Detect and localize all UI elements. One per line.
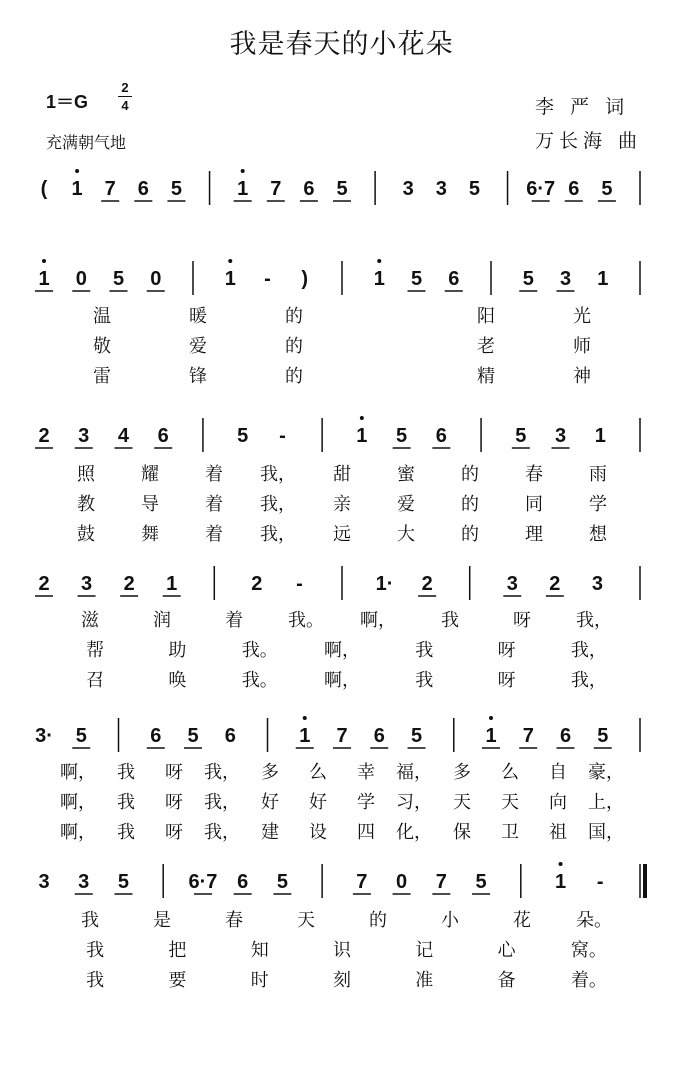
- lyric-syllable: 敬: [93, 336, 111, 357]
- lyric-syllable: 我，: [260, 464, 296, 485]
- octave-dot: [303, 716, 307, 720]
- lyric-syllable: 我，: [260, 494, 296, 515]
- lyric-syllable: 我: [86, 940, 105, 961]
- lyric-syllable: 建: [261, 822, 279, 843]
- note: -: [596, 871, 604, 893]
- lyric-syllable: 我，: [204, 822, 240, 843]
- lyric-syllable: 啊，: [360, 610, 396, 631]
- note: 1: [594, 425, 606, 447]
- lyric-syllable: 我，: [570, 640, 607, 661]
- note: 7: [522, 725, 534, 747]
- note: 5: [112, 268, 125, 290]
- note: 2: [549, 573, 561, 595]
- note: 6·7: [188, 871, 218, 893]
- lyric-syllable: 备: [497, 970, 516, 991]
- lyric-syllable: 照: [77, 464, 95, 485]
- lyric-syllable: 着: [205, 464, 223, 485]
- note: 3: [435, 178, 447, 200]
- lyric-syllable: 豪，: [588, 762, 624, 783]
- note: 5: [336, 178, 348, 200]
- note: 5: [170, 178, 183, 200]
- lyric-syllable: 春: [225, 910, 243, 931]
- lyric-syllable: 的: [461, 464, 479, 485]
- note: 5: [597, 725, 609, 747]
- lyric-syllable: 要: [168, 970, 187, 991]
- lyric-syllable: 阳: [477, 306, 495, 327]
- lyric-syllable: 啊，: [60, 792, 96, 813]
- lyric-syllable: 呀: [165, 792, 183, 813]
- lyric-syllable: 记: [415, 940, 434, 961]
- lyric-syllable: 精: [477, 366, 495, 387]
- lyric-syllable: 我: [117, 792, 135, 813]
- lyric-syllable: 耀: [141, 464, 159, 485]
- note: 3: [78, 425, 90, 447]
- lyric-syllable: 习，: [396, 792, 432, 813]
- lyric-syllable: 我: [117, 762, 135, 783]
- note: 1: [224, 268, 236, 290]
- lyric-syllable: 锋: [189, 366, 207, 387]
- lyric-syllable: 四: [357, 822, 375, 843]
- note: -: [279, 425, 286, 447]
- lyric-syllable: 的: [285, 306, 303, 327]
- key-signature: 1＝G: [46, 92, 89, 112]
- lyric-syllable: 的: [285, 366, 303, 387]
- note: 3: [81, 573, 93, 595]
- octave-dot: [489, 716, 493, 720]
- lyric-syllable: 我，: [260, 524, 296, 545]
- note: 5: [276, 871, 288, 893]
- lyric-syllable: 老: [477, 336, 495, 357]
- lyric-syllable: 卫: [501, 822, 519, 843]
- lyric-syllable: 大: [397, 524, 415, 545]
- lyric-syllable: 学: [357, 792, 375, 813]
- note: 1·: [375, 573, 394, 595]
- note: 6: [559, 725, 572, 747]
- note: 2: [123, 573, 135, 595]
- lyric-syllable: 呀: [165, 762, 183, 783]
- lyric-syllable: 呀: [165, 822, 183, 843]
- lyric-syllable: 雨: [589, 464, 607, 485]
- lyric-syllable: 暖: [189, 306, 207, 327]
- lyric-syllable: 光: [573, 306, 591, 327]
- note: 7: [270, 178, 282, 200]
- note: 7: [336, 725, 348, 747]
- lyric-syllable: 窝。: [570, 940, 607, 961]
- lyric-syllable: 心: [497, 940, 516, 961]
- note: 6: [150, 725, 162, 747]
- octave-dot: [75, 169, 79, 173]
- lyric-syllable: 远: [333, 524, 351, 545]
- lyric-syllable: 我。: [288, 610, 324, 631]
- lyric-syllable: 幸: [357, 762, 375, 783]
- lyric-syllable: 啊，: [324, 670, 360, 691]
- lyric-syllable: 助: [168, 640, 187, 661]
- lyric-syllable: 蜜: [397, 464, 415, 485]
- octave-dot: [360, 416, 364, 420]
- note: 3: [559, 268, 572, 290]
- lyric-syllable: 啊，: [324, 640, 360, 661]
- lyric-syllable: 导: [141, 494, 159, 515]
- note: 0: [75, 268, 87, 290]
- lyric-syllable: 啊，: [60, 762, 96, 783]
- lyric-syllable: 学: [589, 494, 607, 515]
- note: 1: [71, 178, 83, 200]
- lyric-syllable: 上，: [588, 792, 624, 813]
- note: 3: [38, 871, 50, 893]
- lyric-syllable: 我: [117, 822, 135, 843]
- note: 5: [475, 871, 487, 893]
- note: 1: [597, 268, 609, 290]
- lyric-syllable: 春: [525, 464, 543, 485]
- note: 7: [356, 871, 368, 893]
- lyric-syllable: 准: [415, 970, 434, 991]
- note: 2: [251, 573, 263, 595]
- lyric-syllable: 多: [453, 762, 471, 783]
- note: 0: [396, 871, 408, 893]
- lyric-syllable: 温: [93, 306, 111, 327]
- lyric-syllable: 我: [81, 910, 99, 931]
- note: 3: [591, 573, 603, 595]
- lyric-syllable: 的: [285, 336, 303, 357]
- lyric-syllable: 天: [501, 792, 519, 813]
- tempo-marking: 充满朝气地: [46, 133, 127, 152]
- note: 6·7: [526, 178, 556, 200]
- note: 1: [485, 725, 497, 747]
- note: 3: [402, 178, 414, 200]
- song-title: 我是春天的小花朵: [229, 29, 454, 60]
- note: 1: [299, 725, 311, 747]
- note: -: [296, 573, 303, 595]
- note: 6: [224, 725, 236, 747]
- lyric-syllable: 我。: [241, 670, 278, 691]
- note: 4: [117, 425, 130, 447]
- lyric-syllable: 花: [513, 910, 531, 931]
- note: 6: [435, 425, 447, 447]
- note: 6: [373, 725, 385, 747]
- lyric-syllable: 的: [461, 524, 479, 545]
- octave-dot: [42, 259, 46, 263]
- lyric-syllable: 唤: [168, 670, 187, 691]
- lyric-syllable: 福，: [396, 762, 432, 783]
- lyric-syllable: 亲: [333, 494, 351, 515]
- note: 6: [303, 178, 315, 200]
- note: 1: [237, 178, 249, 200]
- lyric-syllable: 好: [261, 792, 279, 813]
- composer-credit: 万长海 曲: [535, 130, 643, 152]
- lyric-syllable: 我，: [576, 610, 612, 631]
- lyric-syllable: 雷: [93, 366, 111, 387]
- lyric-syllable: 祖: [549, 822, 567, 843]
- note: 7: [435, 871, 447, 893]
- note: 2: [38, 425, 50, 447]
- note: 5: [75, 725, 87, 747]
- note: 3·: [35, 725, 53, 747]
- lyric-syllable: 我。: [241, 640, 278, 661]
- note: 6: [448, 268, 460, 290]
- lyric-syllable: 化，: [396, 822, 432, 843]
- octave-dot: [377, 259, 381, 263]
- lyric-syllable: 润: [153, 610, 171, 631]
- lyric-syllable: 天: [453, 792, 471, 813]
- note: 2: [421, 573, 433, 595]
- time-signature-top: 2: [121, 80, 129, 95]
- note: -: [264, 268, 271, 290]
- lyric-syllable: 师: [573, 336, 591, 357]
- note: 1: [166, 573, 178, 595]
- lyric-syllable: 识: [333, 940, 351, 961]
- note: 6: [237, 871, 249, 893]
- note: 5: [601, 178, 613, 200]
- lyric-syllable: 理: [525, 524, 543, 545]
- lyric-syllable: 设: [309, 822, 327, 843]
- note: 5: [522, 268, 534, 290]
- lyric-syllable: 神: [573, 366, 591, 387]
- lyric-syllable: 国，: [588, 822, 624, 843]
- parenthesis: ): [301, 268, 309, 290]
- octave-dot: [241, 169, 245, 173]
- lyric-syllable: 么: [501, 762, 519, 783]
- note: 1: [554, 871, 567, 893]
- lyric-syllable: 想: [589, 524, 607, 545]
- octave-dot: [228, 259, 232, 263]
- note: 0: [150, 268, 162, 290]
- note: 5: [117, 871, 130, 893]
- lyric-syllable: 我: [86, 970, 105, 991]
- lyric-syllable: 保: [453, 822, 471, 843]
- note: 1: [356, 425, 368, 447]
- lyric-syllable: 召: [86, 670, 105, 691]
- time-signature-bottom: 4: [121, 98, 129, 113]
- note: 5: [468, 178, 481, 200]
- lyric-syllable: 朵。: [576, 910, 612, 931]
- lyric-syllable: 着: [225, 610, 243, 631]
- lyric-syllable: 多: [261, 762, 279, 783]
- lyric-syllable: 甜: [333, 464, 351, 485]
- note: 6: [157, 425, 169, 447]
- lyric-syllable: 鼓: [77, 524, 95, 545]
- lyric-syllable: 着。: [570, 970, 607, 991]
- note: 1: [373, 268, 385, 290]
- parenthesis: (: [40, 178, 48, 200]
- lyric-syllable: 时: [250, 970, 269, 991]
- lyric-syllable: 我: [415, 640, 434, 661]
- lyricist-credit: 李 严 词: [535, 96, 630, 118]
- note: 6: [137, 178, 149, 200]
- lyric-syllable: 着: [205, 524, 223, 545]
- note: 3: [554, 425, 567, 447]
- note: 6: [568, 178, 580, 200]
- lyric-syllable: 爱: [189, 336, 207, 357]
- lyric-syllable: 我，: [204, 792, 240, 813]
- lyric-syllable: 么: [309, 762, 327, 783]
- lyric-syllable: 我: [441, 610, 459, 631]
- lyric-syllable: 着: [205, 494, 223, 515]
- note: 5: [237, 425, 249, 447]
- note: 5: [187, 725, 199, 747]
- lyric-syllable: 天: [297, 910, 315, 931]
- lyric-syllable: 啊，: [60, 822, 96, 843]
- lyric-syllable: 爱: [397, 494, 415, 515]
- lyric-syllable: 帮: [86, 640, 105, 661]
- lyric-syllable: 同: [525, 494, 543, 515]
- lyric-syllable: 我，: [204, 762, 240, 783]
- note: 5: [515, 425, 527, 447]
- lyric-syllable: 的: [369, 910, 387, 931]
- lyric-syllable: 向: [549, 792, 567, 813]
- lyric-syllable: 小: [441, 910, 459, 931]
- lyric-syllable: 是: [153, 910, 171, 931]
- note: 7: [104, 178, 116, 200]
- lyric-syllable: 呀: [497, 670, 516, 691]
- lyric-syllable: 自: [549, 762, 567, 783]
- note: 5: [410, 268, 423, 290]
- note: 3: [506, 573, 518, 595]
- lyric-syllable: 把: [168, 940, 187, 961]
- lyric-syllable: 教: [77, 494, 95, 515]
- octave-dot: [559, 862, 563, 866]
- lyric-syllable: 的: [461, 494, 479, 515]
- lyric-syllable: 我: [415, 670, 434, 691]
- note: 2: [38, 573, 50, 595]
- note: 1: [38, 268, 50, 290]
- lyric-syllable: 呀: [513, 610, 531, 631]
- lyric-syllable: 刻: [333, 970, 351, 991]
- lyric-syllable: 舞: [141, 524, 159, 545]
- lyric-syllable: 好: [309, 792, 327, 813]
- lyric-syllable: 我，: [570, 670, 607, 691]
- lyric-syllable: 滋: [81, 610, 99, 631]
- note: 5: [410, 725, 423, 747]
- note: 3: [78, 871, 90, 893]
- note: 5: [396, 425, 408, 447]
- lyric-syllable: 知: [250, 940, 269, 961]
- lyric-syllable: 呀: [497, 640, 516, 661]
